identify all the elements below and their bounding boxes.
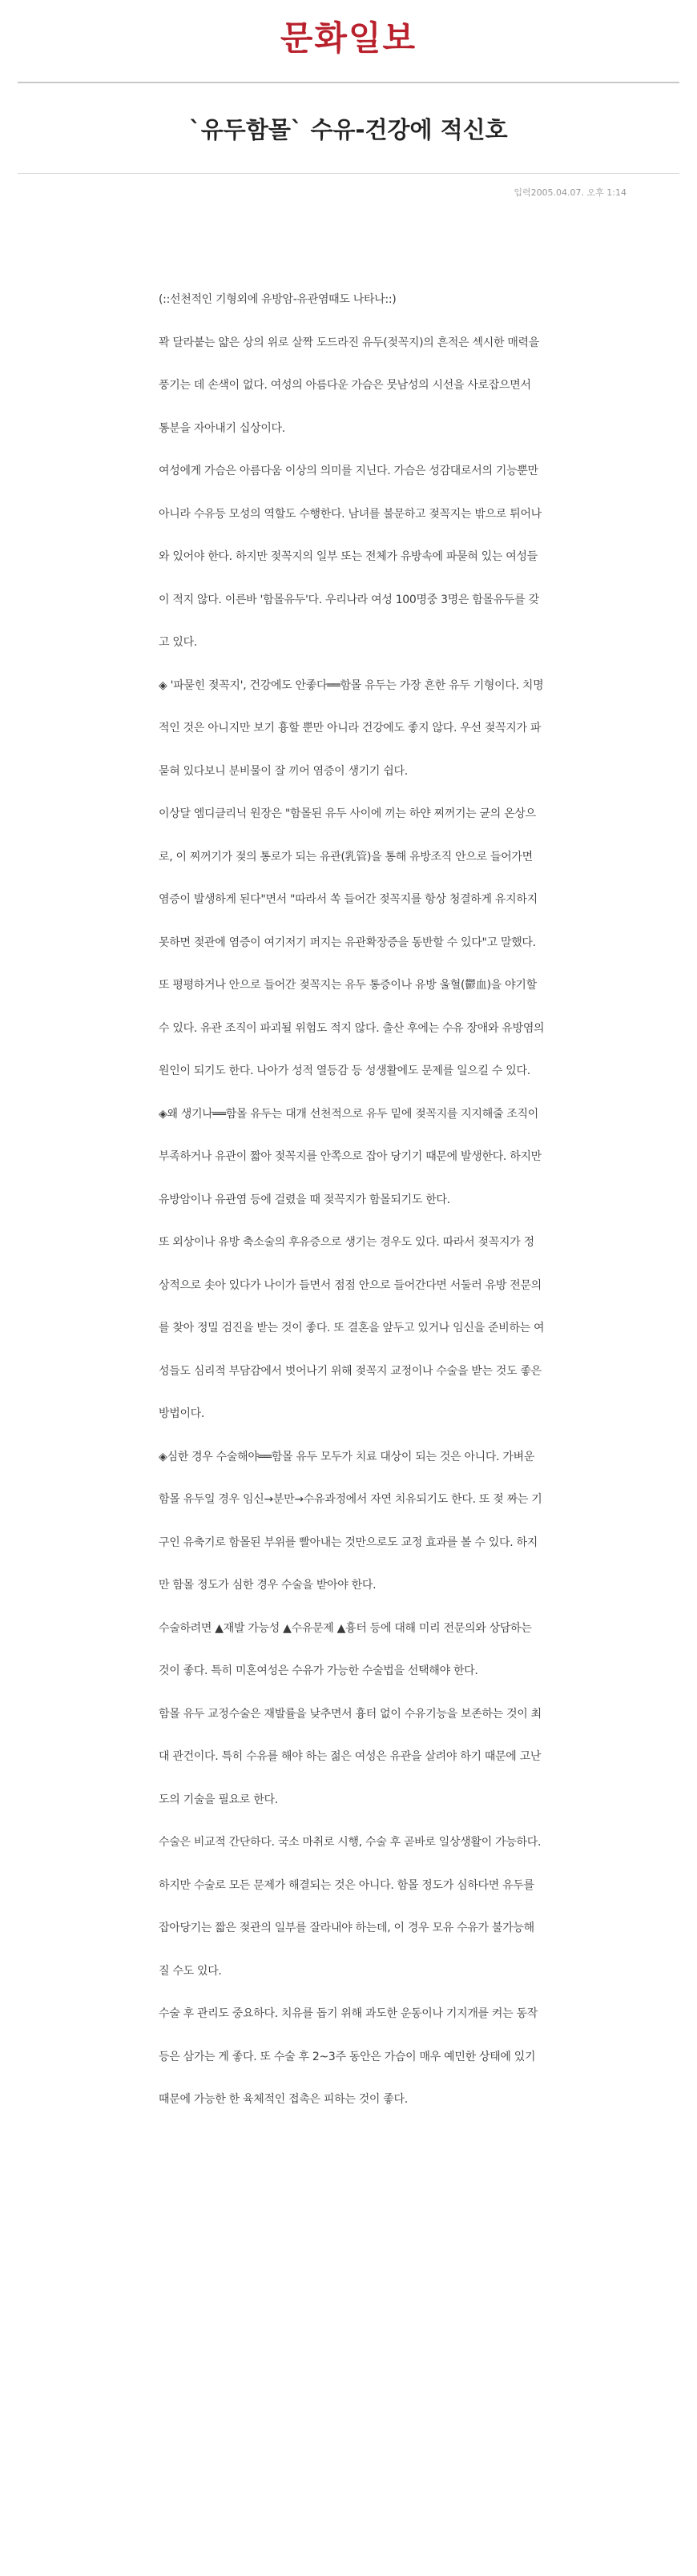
article-paragraph: 이상달 엠디클리닉 원장은 "함몰된 유두 사이에 끼는 하얀 찌꺼기는 균의 온상으로, 이 찌꺼기가 젖의 통로가 되는 유관(乳管)을 통해 유방조직 안으로 들어가면 염증이 발생하게 된다"면서 "따라서 쏙 들어간 젖꼭지를 항상 청결하게 유지하지 못하면 젖관에 염증이 여기저기 퍼지는 유관확장증을 동반할 수 있다"고 말했다.	[159, 807, 538, 949]
article-paragraph: 여성에게 가슴은 아름다움 이상의 의미를 지닌다. 가슴은 성감대로서의 기능뿐만 아니라 수유등 모성의 역할도 수행한다. 남녀를 불문하고 젖꼭지는 밖으로 튀어나와 있어야 한다. 하지만 젖꼭지의 일부 또는 전체가 유방속에 파묻혀 있는 여성들이 적지 않다. 이른바 '함몰유두'다. 우리나라 여성 100명중 3명은 함몰유두를 갖고 있다.	[159, 465, 542, 649]
article-title: `유두함몰` 수유-건강에 적신호	[189, 116, 508, 143]
article-paragraph: ◈심한 경우 수술해야══함몰 유두 모두가 치료 대상이 되는 것은 아니다. 가벼운 함몰 유두일 경우 임신→분만→수유과정에서 자연 치유되기도 한다. 또 젖 짜는 기구인 유축기로 함몰된 부위를 빨아내는 것만으로도 교정 효과를 볼 수 있다. 하지만 함몰 정도가 심한 경우 수술을 받아야 한다.	[159, 1450, 542, 1592]
article-paragraph: 또 외상이나 유방 축소술의 후유증으로 생기는 경우도 있다. 따라서 젖꼭지가 정상적으로 솟아 있다가 나이가 들면서 점점 안으로 들어간다면 서둘러 유방 전문의를 찾아 정밀 검진을 받는 것이 좋다. 또 결혼을 앞두고 있거나 임신을 준비하는 여성들도 심리적 부담감에서 벗어나기 위해 젖꼭지 교정이나 수술을 받는 것도 좋은 방법이다.	[159, 1236, 545, 1420]
article-paragraph: 수술하려면 ▲재발 가능성 ▲수유문제 ▲흉터 등에 대해 미리 전문의와 상담하는 것이 좋다. 특히 미혼여성은 수유가 가능한 수술법을 선택해야 한다.	[159, 1621, 532, 1677]
article-paragraph: ◈ '파묻힌 젖꼭지', 건강에도 안좋다══함몰 유두는 가장 흔한 유두 기형이다. 치명적인 것은 아니지만 보기 흉할 뿐만 아니라 건강에도 좋지 않다. 우선 젖꼭지가 파묻혀 있다보니 분비물이 잘 끼어 염증이 생기기 쉽다.	[159, 678, 544, 778]
article-paragraph: (::선천적인 기형외에 유방암-유관염때도 나타나::)	[159, 293, 397, 306]
title-divider	[18, 173, 679, 174]
article-paragraph: 수술 후 관리도 중요하다. 치유를 돕기 위해 과도한 운동이나 기지개를 켜는 동작 등은 삼가는 게 좋다. 또 수술 후 2~3주 동안은 가슴이 매우 예민한 상태에 있기 때문에 가능한 한 육체적인 접촉은 피하는 것이 좋다.	[159, 2007, 538, 2106]
article-paragraph: 또 평평하거나 안으로 들어간 젖꼭지는 유두 통증이나 유방 울혈(鬱血)을 야기할 수 있다. 유관 조직이 파괴될 위험도 적지 않다. 출산 후에는 수유 장애와 유방염의 원인이 되기도 한다. 나아가 성적 열등감 등 성생활에도 문제를 일으킬 수 있다.	[159, 979, 545, 1077]
article-paragraph: 함몰 유두 교정수술은 재발률을 낮추면서 흉터 없이 수유기능을 보존하는 것이 최대 관건이다. 특히 수유를 해야 하는 젊은 여성은 유관을 살려야 하기 때문에 고난도의 기술을 필요로 한다.	[159, 1707, 542, 1806]
article-paragraph: ◈왜 생기나══함몰 유두는 대개 선천적으로 유두 밑에 젖꼭지를 지지해줄 조직이 부족하거나 유관이 짧아 젖꼭지를 안쪽으로 잡아 당기기 때문에 발생한다. 하지만 유방암이나 유관염 등에 걸렸을 때 젖꼭지가 함몰되기도 한다.	[159, 1107, 542, 1206]
article-body	[159, 279, 545, 2122]
article-date: 입력2005.04.07. 오후 1:14	[514, 187, 626, 198]
newspaper-logo[interactable]: 문화일보	[280, 18, 417, 58]
header-divider	[18, 82, 679, 83]
masthead	[0, 0, 697, 80]
article-header	[18, 112, 679, 147]
article-paragraph: 수술은 비교적 간단하다. 국소 마취로 시행, 수술 후 곧바로 일상생활이 가능하다. 하지만 수술로 모든 문제가 해결되는 것은 아니다. 함몰 정도가 심하다면 유두를 잡아당기는 짧은 젖관의 일부를 잘라내야 하는데, 이 경우 모유 수유가 불가능해질 수도 있다.	[159, 1836, 542, 1978]
article-paragraph: 꽉 달라붙는 얇은 상의 위로 살짝 도드라진 유두(젖꼭지)의 흔적은 섹시한 매력을 풍기는 데 손색이 없다. 여성의 아름다운 가슴은 뭇남성의 시선을 사로잡으면서 통분을 자아내기 십상이다.	[159, 336, 539, 435]
